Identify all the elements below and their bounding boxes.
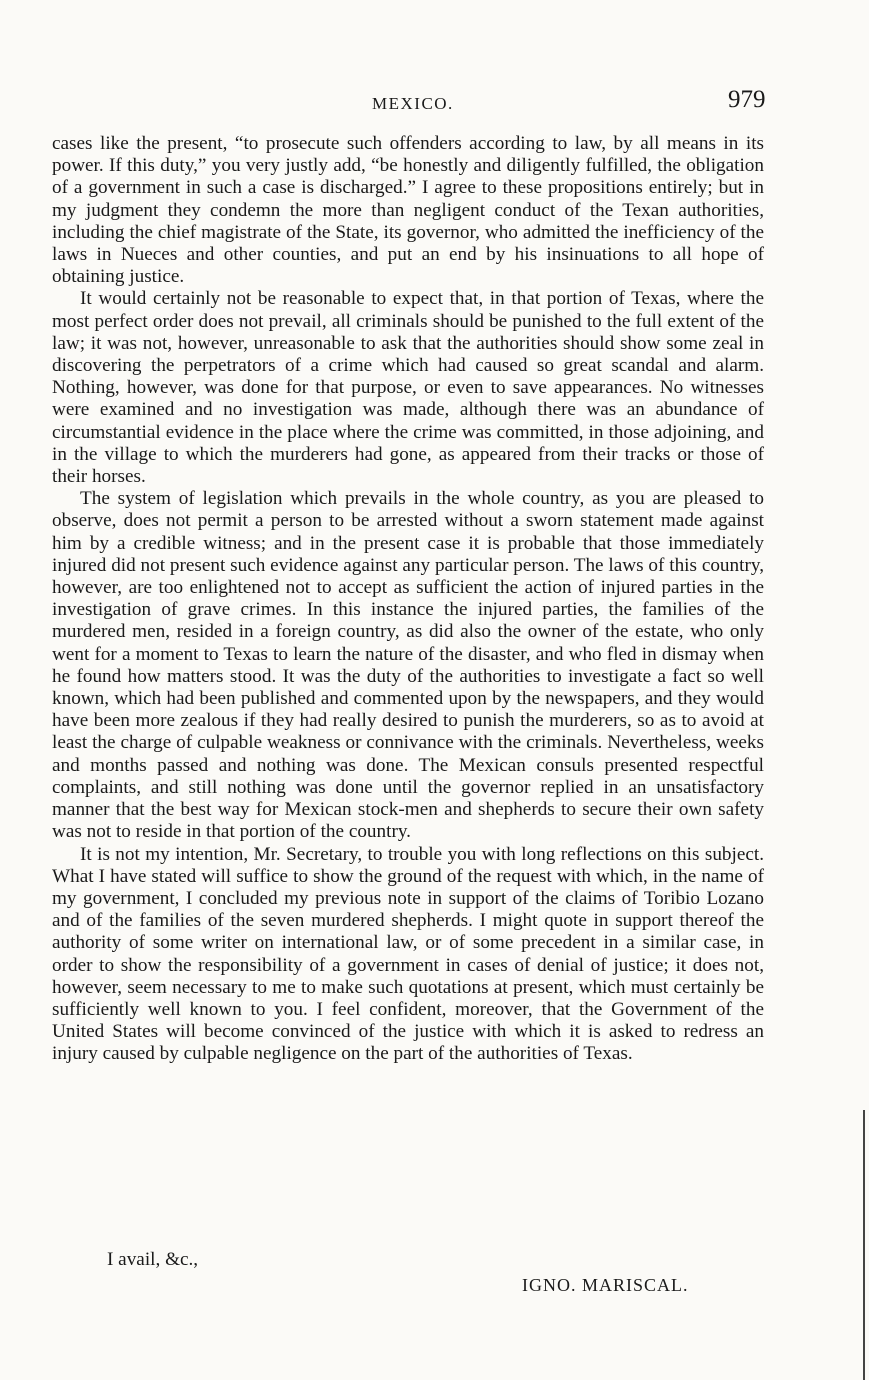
paragraph-1: cases like the present, “to prosecute such offenders according to law, by all means in its power. If this duty,” you very justly add, “be honestly and diligently fulfilled, the obligation of a government in such a case is discharged.” I agree to these propositions entirely; but in my judgment they condemn the more than negligent conduct of the Texan authorities, including the chief magistrate of the State, its governor, who admitted the inefficiency of the laws in Nueces and other counties, and put an end by his insinuations to all hope of obtaining justice.	[52, 133, 764, 288]
running-head: MEXICO.	[372, 94, 454, 113]
page-number: 979	[728, 86, 766, 113]
body-text	[52, 133, 764, 1066]
paragraph-4: It is not my intention, Mr. Secretary, to trouble you with long reflections on this subject. What I have stated will suffice to show the ground of the request with which, in the name of my government, I concluded my previous note in support of the claims of Toribio Lozano and of the families of the seven murdered shepherds. I might quote in support thereof the authority of some writer on international law, or of some precedent in a similar case, in order to show the responsibility of a government in cases of denial of justice; it does not, however, seem necessary to me to make such quotations at present, which must certainly be sufficiently well known to you. I feel confident, moreover, that the Government of the United States will become convinced of the justice with which it is asked to redress an injury caused by culpable negligence on the part of the authorities of Texas.	[52, 843, 764, 1065]
page-header	[0, 86, 869, 122]
closing-line: I avail, &c.,	[107, 1249, 199, 1270]
paragraph-2: It would certainly not be reasonable to expect that, in that portion of Texas, where the most perfect order does not prevail, all criminals should be punished to the full extent of the law; it was not, however, unreasonable to ask that the authorities should show some zeal in discovering the perpetrators of a crime which had caused so great scandal and alarm. Nothing, however, was done for that purpose, or even to save appearances. No witnesses were examined and no investigation was made, although there was an abundance of circumstantial evidence in the place where the crime was committed, in those adjoining, and in the village to which the murderers had gone, as appeared from their tracks or those of their horses.	[52, 288, 764, 488]
page-edge-mark	[863, 1110, 865, 1380]
signature: IGNO. MARISCAL.	[522, 1275, 689, 1295]
paragraph-3: The system of legislation which prevails in the whole country, as you are pleased to observe, does not permit a person to be arrested without a sworn statement made against him by a credible witness; and in the present case it is probable that those immediately injured did not present such evidence against any particular person. The laws of this country, however, are too enlightened not to accept as sufficient the action of injured parties in the investigation of grave crimes. In this instance the injured parties, the families of the murdered men, resided in a foreign country, as did also the owner of the estate, who only went for a moment to Texas to learn the nature of the disaster, and who fled in dismay when he found how matters stood. It was the duty of the authorities to investigate a fact so well known, which had been published and commented upon by the newspapers, and they would have been more zealous if they had really desired to punish the murderers, so as to avoid at least the charge of culpable weakness or connivance with the criminals. Nevertheless, weeks and months passed and nothing was done. The Mexican consuls presented respectful complaints, and still nothing was done until the governor replied in an unsatisfactory manner that the best way for Mexican stock-men and shepherds to secure their own safety was not to reside in that portion of the country.	[52, 488, 764, 843]
